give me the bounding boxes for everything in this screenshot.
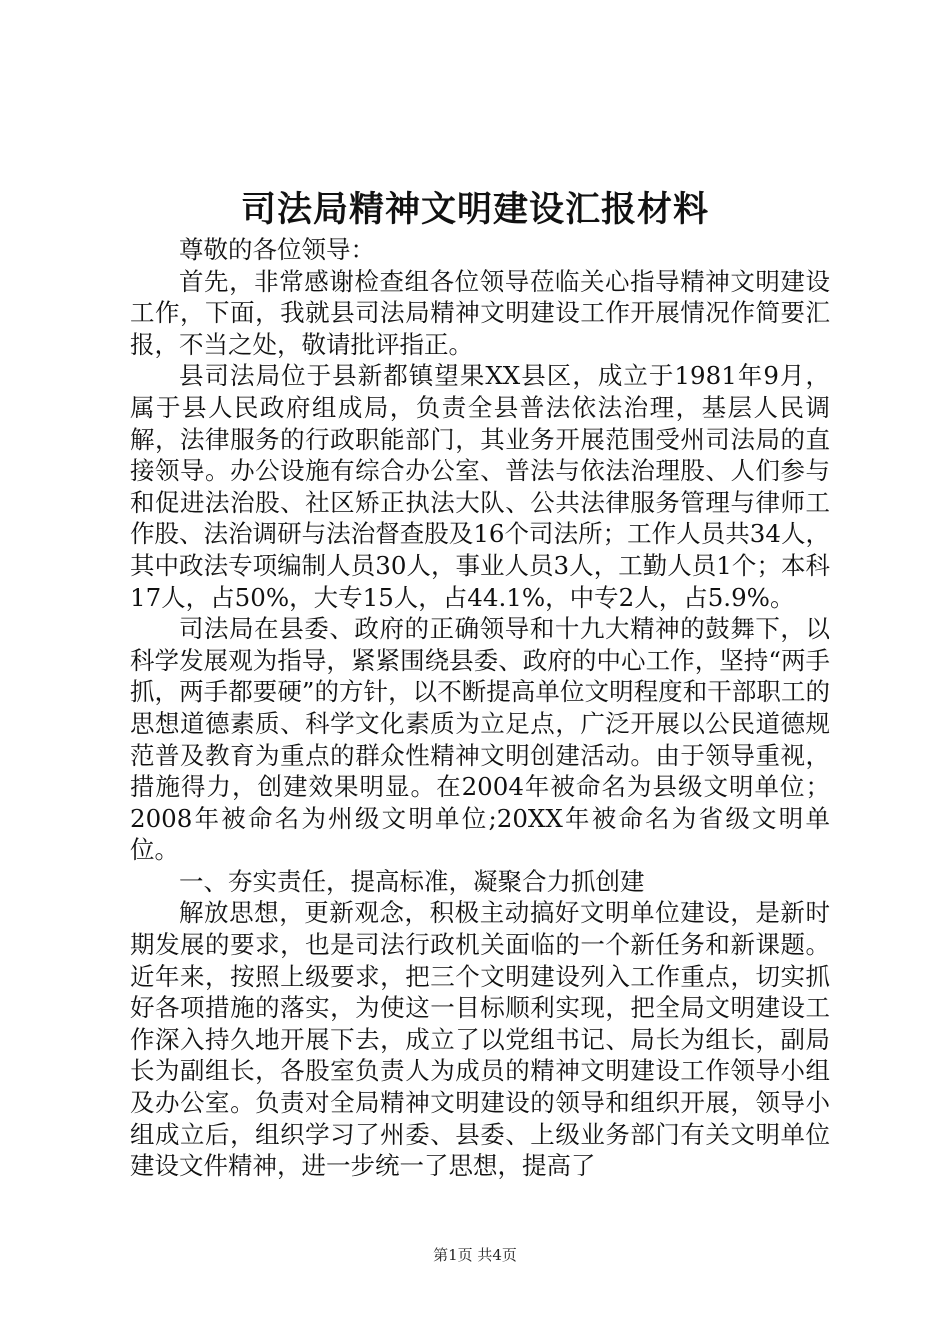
document-title: 司法局精神文明建设汇报材料 xyxy=(240,189,709,230)
paragraph-achievements: 司法局在县委、政府的正确领导和十九大精神的鼓舞下，以科学发展观为指导，紧紧围绕县委、政府的中心工作，坚持“两手抓，两手都要硬”的方针，以不断提高单位文明程度和干部职工的思想道德素质、科学文化素质为立足点，广泛开展以公民道德规范普及教育为重点的群众性精神文明创建活动。由于领导重视，措施得力，创建效果明显。在2004年被命名为县级文明单位；2008年被命名为州级文明单位;20XX年被命名为省级文明单位。 xyxy=(130,614,830,865)
section-heading: 一、夯实责任，提高标准，凝聚合力抓创建 xyxy=(179,866,645,896)
paragraph-section-1: 解放思想，更新观念，积极主动搞好文明单位建设，是新时期发展的要求，也是司法行政机关面临的一个新任务和新课题。近年来，按照上级要求，把三个文明建设列入工作重点，切实抓好各项措施的落实，为使这一目标顺利实现，把全局文明建设工作深入持久地开展下去，成立了以党组书记、局长为组长，副局长为副组长，各股室负责人为成员的精神文明建设工作领导小组及办公室。负责对全局精神文明建设的领导和组织开展，领导小组成立后，组织学习了州委、县委、上级业务部门有关文明单位建设文件精神，进一步统一了思想，提高了 xyxy=(130,898,830,1181)
document-body xyxy=(130,234,830,1182)
salutation: 尊敬的各位领导： xyxy=(179,235,375,264)
page-number: 第1页 共4页 xyxy=(433,1246,517,1264)
paragraph-overview: 县司法局位于县新都镇望果XX县区，成立于1981年9月，属于县人民政府组成局，负责全县普法依法治理，基层人民调解，法律服务的行政职能部门，其业务开展范围受州司法局的直接领导。办公设施有综合办公室、普法与依法治理股、人们参与和促进法治股、社区矫正执法大队、公共法律服务管理与律师工作股、法治调研与法治督查股及16个司法所；工作人员共34人，其中政法专项编制人员30人，事业人员3人，工勤人员1个；本科17人，占50%，大专15人，占44.1%，中专2人，占5.9%。 xyxy=(130,361,830,612)
paragraph-intro: 首先，非常感谢检查组各位领导莅临关心指导精神文明建设工作，下面，我就县司法局精神文明建设工作开展情况作简要汇报，不当之处，敬请批评指正。 xyxy=(130,266,830,359)
